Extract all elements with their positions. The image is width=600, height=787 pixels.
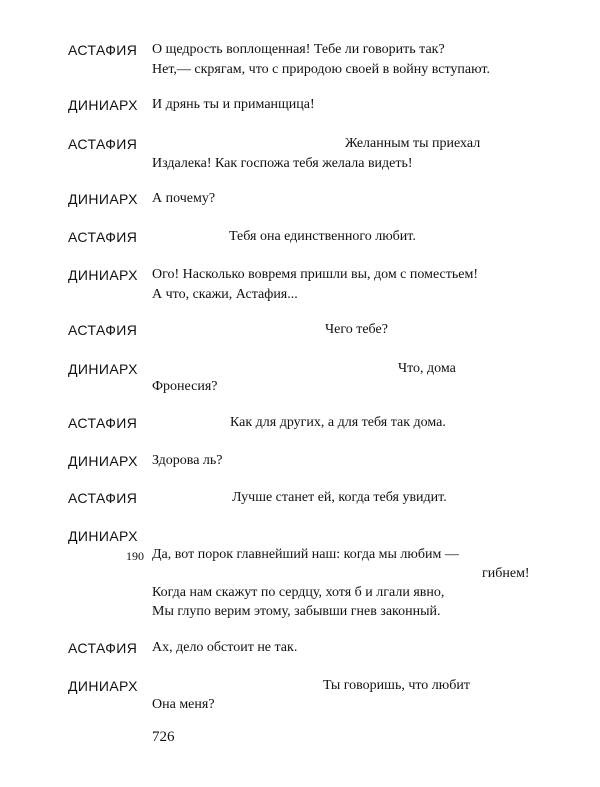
speaker-astafia: АСТАФИЯ [68, 415, 138, 431]
verse-line: Издалека! Как госпожа тебя желала видеть! [152, 156, 413, 171]
verse-line: Ты говоришь, что любит [323, 678, 470, 693]
verse-line: О щедрость воплощенная! Тебе ли говорить так? [152, 42, 445, 57]
speaker-diniarkh: ДИНИАРХ [68, 267, 138, 283]
speaker-astafia: АСТАФИЯ [68, 42, 138, 58]
verse-line: Лучше станет ей, когда тебя увидит. [232, 490, 447, 505]
verse-line: Здорова ль? [152, 453, 223, 468]
verse-line: Когда нам скажут по сердцу, хотя б и лгали явно, [152, 585, 445, 600]
line-number: 190 [126, 549, 144, 563]
verse-line: И дрянь ты и приманщица! [152, 97, 315, 112]
verse-line: Что, дома [398, 361, 456, 376]
speaker-diniarkh: ДИНИАРХ [68, 678, 138, 694]
verse-line: Ах, дело обстоит не так. [152, 640, 298, 655]
verse-line: Ого! Насколько вовремя пришли вы, дом с поместьем! [152, 267, 478, 282]
verse-line: А что, скажи, Астафия... [152, 287, 298, 302]
verse-line: гибнем! [482, 566, 530, 581]
page-number: 726 [152, 729, 175, 745]
speaker-diniarkh: ДИНИАРХ [68, 453, 138, 469]
speaker-diniarkh: ДИНИАРХ [68, 97, 138, 113]
verse-line: Да, вот порок главнейший наш: когда мы любим — [152, 547, 459, 562]
speaker-astafia: АСТАФИЯ [68, 229, 138, 245]
speaker-diniarkh: ДИНИАРХ [68, 191, 138, 207]
verse-line: Фронесия? [152, 379, 218, 394]
verse-line: Нет,— скрягам, что с природою своей в войну вступают. [152, 62, 490, 77]
verse-line: А почему? [152, 191, 216, 206]
speaker-astafia: АСТАФИЯ [68, 136, 138, 152]
speaker-astafia: АСТАФИЯ [68, 322, 138, 338]
verse-line: Как для других, а для тебя так дома. [230, 415, 446, 430]
verse-line: Мы глупо верим этому, забывши гнев законный. [152, 604, 441, 619]
verse-line: Чего тебе? [325, 322, 388, 337]
verse-line: Она меня? [152, 697, 215, 712]
speaker-astafia: АСТАФИЯ [68, 490, 138, 506]
speaker-diniarkh: ДИНИАРХ [68, 528, 138, 544]
speaker-astafia: АСТАФИЯ [68, 640, 138, 656]
speaker-diniarkh: ДИНИАРХ [68, 361, 138, 377]
verse-line: Желанным ты приехал [345, 136, 481, 151]
verse-line: Тебя она единственного любит. [229, 229, 416, 244]
